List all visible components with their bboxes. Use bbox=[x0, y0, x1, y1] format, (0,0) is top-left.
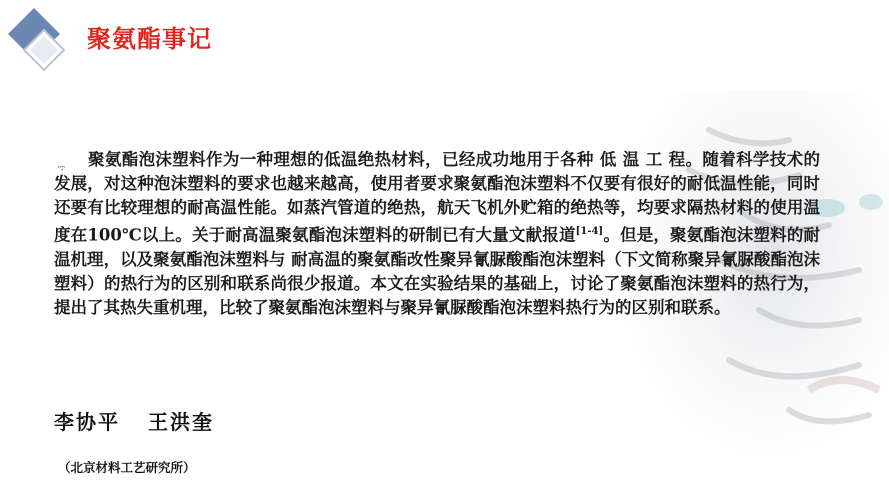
article-paragraph bbox=[54, 148, 820, 320]
citation-ref: [1-4] bbox=[575, 226, 604, 237]
paragraph-text-part1: 聚氨酯泡沫塑料作为一种理想的低温绝热材料，已经成功地用于各种 低 温 工 程。随着科学技术的发展，对这种泡沫塑料的要求也越来越高，使用者要求聚氨酯泡沫塑料不仅要有很好的耐低温性能，同时还要有比较理想的耐高温性能。如蒸汽管道的绝热，航天飞机外贮箱的绝热等，均要求隔热材料的使用温度在100℃以上。关于耐高温聚氨酯泡沫塑料的研制已有大量文献报道 bbox=[54, 150, 820, 245]
authors bbox=[54, 406, 214, 435]
page-title: 聚氨酯事记 bbox=[87, 25, 212, 53]
paragraph-text-part2: 。但是，聚氨酯泡沫塑料的耐温机理，以及聚氨酯泡沫塑料与 耐高温的聚氨酯改性聚异氰脲酸酯泡沫塑料（下文简称聚异氰脲酸酯泡沫塑料）的热行为的区别和联系尚很少报道。本文在实验结果的基础上，讨论了聚氨酯泡沫塑料的热行为，提出了其热失重机理，比较了聚氨酯泡沫塑料与聚异氰脲酸酯泡沫塑料热行为的区别和联系。 bbox=[54, 225, 820, 317]
author-name: 李协平 bbox=[54, 410, 120, 434]
affiliation: （北京材料工艺研究所） bbox=[58, 460, 196, 475]
author-name: 王洪奎 bbox=[148, 410, 214, 434]
diamond-logo-icon bbox=[0, 0, 80, 80]
margin-mark: ··:· bbox=[57, 163, 65, 173]
